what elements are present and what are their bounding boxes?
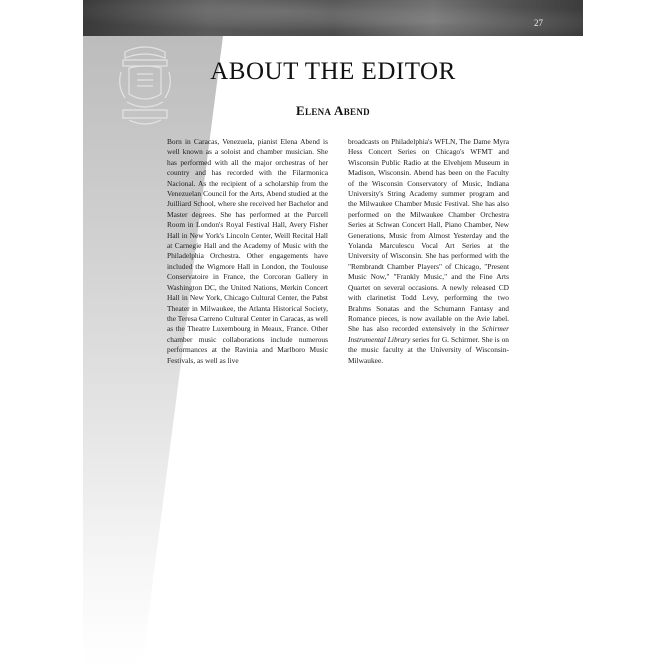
series-title: Schirmer Instrumental Library	[348, 324, 509, 344]
page-number: 27	[534, 18, 543, 28]
page-title: ABOUT THE EDITOR	[210, 58, 456, 85]
editor-name: Elena Abend	[296, 103, 370, 118]
bio-text-end: series for G. Schirmer. She is on the music faculty at the University of Wisconsin-Milwaukee.	[348, 334, 509, 365]
header-band	[83, 0, 583, 36]
book-page	[83, 0, 583, 667]
bio-text: broadcasts on Philadelphia's WFLN, The Dame Myra Hess Concert Series on Chicago's WFMT and Wisconsin Public Radio at the Elvehjem Museum in Madison, Wisconsin. Abend has been on the Faculty of the Wisconsin Conservatory of Music, Indiana University's String Academy summer program and the Milwaukee Chamber Music Festival. She has also performed on the Milwaukee Chamber Orchestra Series at Schwan Concert Hall, Piano Chamber, New Generations, Music from Almost Yesterday and the Yolanda Marculescu Vocal Art Series at the University of Wisconsin. She has performed with the "Rembrandt Chamber Players" of Chicago, "Present Music Now," "Frankly Music," and the Fine Arts Quartet on several occasions. A newly released CD with clarinetist Todd Levy, performing the two Brahms Sonatas and the Schumann Fantasy and Romance pieces, is now available on the Avie label. She has also recorded extensively in the	[348, 137, 509, 334]
bio-column-left: Born in Caracas, Venezuela, pianist Elena Abend is well known as a soloist and chamber musician. She has performed with all the major orchestras of her country and has recorded with the Filarmonica Nacional. As the recipient of a scholarship from the Venezuelan Council for the Arts, Abend studied at the Juilliard School, where she received her Bachelor and Master degrees. She has performed at the Purcell Room in London's Royal Festival Hall, Avery Fisher Hall in New York's Lincoln Center, Weill Recital Hall at Carnegie Hall and the Academy of Music with the Philadelphia Orchestra. Other engagements have included the Wigmore Hall in London, the Toulouse Conservatoire in France, the Corcoran Gallery in Washington DC, the United Nations, Merkin Concert Hall in New York, Chicago Cultural Center, the Pabst Theater in Milwaukee, the Atlanta Historical Society, the Teresa Carreno Cultural Center in Caracas, as well as the Theatre Luxembourg in Meaux, France. Other chamber music collaborations include numerous performances at the Ravinia and Marlboro Music Festivals, as well as live	[167, 137, 328, 365]
bio-column-right	[348, 137, 509, 366]
